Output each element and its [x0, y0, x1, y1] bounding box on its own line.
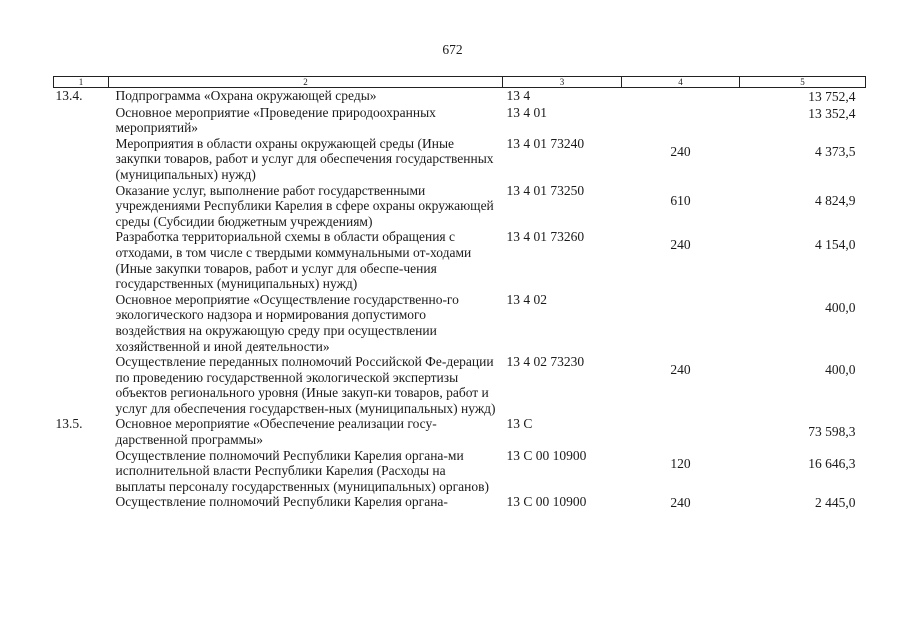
row-name: Подпрограмма «Охрана окружающей среды»	[115, 88, 377, 103]
table-header-row	[54, 77, 866, 88]
table-row	[54, 105, 866, 136]
column-header-2: 2	[109, 77, 503, 88]
row-name: Разработка территориальной схемы в области обращения с отходами, в том числе с твердыми коммунальными от-ходами (Иные закупки товаров, работ и услуг для обеспе-чения государственных (муниципальных) нужд)	[115, 229, 472, 292]
column-header-1: 1	[54, 77, 109, 88]
row-expense-type: 240	[670, 362, 691, 378]
row-name: Оказание услуг, выполнение работ государственными учреждениями Республики Карелия в сфере охраны окружающей среды (Субсидии бюджетным учреждениям)	[115, 182, 494, 229]
row-name: Основное мероприятие «Осуществление государственно-го экологического надзора и нормирования допустимого воздействия на окружающую среду при осуществлении хозяйственной и иной деятельности»	[115, 291, 459, 354]
row-name: Осуществление полномочий Республики Карелия органа-ми исполнительной власти Республики Карелия (Расходы на выплаты персоналу государственных (муниципальных) органов)	[115, 447, 489, 494]
row-expense-type	[622, 292, 740, 354]
row-expense-type	[622, 416, 740, 447]
row-expense-type	[622, 105, 740, 136]
row-sum: 16 646,3	[808, 455, 856, 471]
row-number	[54, 494, 109, 511]
row-expense-type: 240	[670, 495, 691, 511]
row-number	[54, 136, 109, 183]
row-sum: 400,0	[825, 299, 856, 315]
row-code: 13 С 00 10900	[506, 494, 587, 510]
table-row	[54, 136, 866, 183]
table-row	[54, 494, 866, 511]
row-code: 13 4 01 73260	[506, 229, 585, 245]
row-number: 13.4.	[55, 88, 83, 103]
row-name: Осуществление переданных полномочий Российской Фе-дерации по проведению государственной экологической экспертизы объектов регионального уровня (Иные закуп-ки товаров, работ и услуг для обеспечения государствен-ных (муниципальных) нужд)	[115, 354, 496, 416]
column-header-5: 5	[740, 77, 866, 88]
row-sum: 4 154,0	[815, 237, 856, 253]
row-name: Осуществление полномочий Республики Карелия органа-	[115, 494, 448, 510]
row-sum: 13 352,4	[808, 105, 856, 121]
row-code: 13 4 01	[506, 104, 547, 120]
page-number: 672	[442, 42, 463, 57]
row-number	[54, 292, 109, 354]
row-code: 13 4	[506, 88, 531, 103]
row-sum: 2 445,0	[815, 495, 856, 511]
row-sum: 400,0	[825, 362, 856, 378]
table-row	[54, 229, 866, 291]
row-code: 13 4 01 73250	[506, 182, 585, 198]
row-sum: 13 752,4	[808, 89, 856, 104]
row-number	[54, 229, 109, 291]
table-row	[54, 354, 866, 416]
row-expense-type	[622, 88, 740, 105]
row-name: Основное мероприятие «Обеспечение реализации госу-дарственной программы»	[115, 416, 437, 448]
row-expense-type: 240	[670, 237, 691, 253]
row-code: 13 4 01 73240	[506, 135, 585, 151]
budget-table	[53, 76, 866, 511]
row-expense-type: 240	[670, 143, 691, 159]
row-sum: 4 824,9	[815, 192, 856, 208]
table-row	[54, 292, 866, 354]
row-number	[54, 105, 109, 136]
row-code: 13 С 00 10900	[506, 447, 587, 463]
row-number: 13.5.	[55, 416, 83, 432]
table-row	[54, 448, 866, 495]
row-name: Основное мероприятие «Проведение природоохранных мероприятий»	[115, 104, 436, 136]
row-name: Мероприятия в области охраны окружающей среды (Иные закупки товаров, работ и услуг для обеспечения государственных (муниципальных) нужд)	[115, 135, 494, 182]
table-row	[54, 416, 866, 447]
row-expense-type: 610	[670, 192, 691, 208]
table-row	[54, 88, 866, 105]
row-sum: 73 598,3	[808, 424, 856, 440]
row-expense-type: 120	[670, 455, 691, 471]
row-number	[54, 448, 109, 495]
row-code: 13 С	[506, 416, 533, 432]
table-row	[54, 183, 866, 230]
column-header-3: 3	[503, 77, 622, 88]
column-header-4: 4	[622, 77, 740, 88]
row-number	[54, 183, 109, 230]
row-number	[54, 354, 109, 416]
row-sum: 4 373,5	[815, 143, 856, 159]
row-code: 13 4 02 73230	[506, 354, 585, 370]
row-code: 13 4 02	[506, 291, 547, 307]
